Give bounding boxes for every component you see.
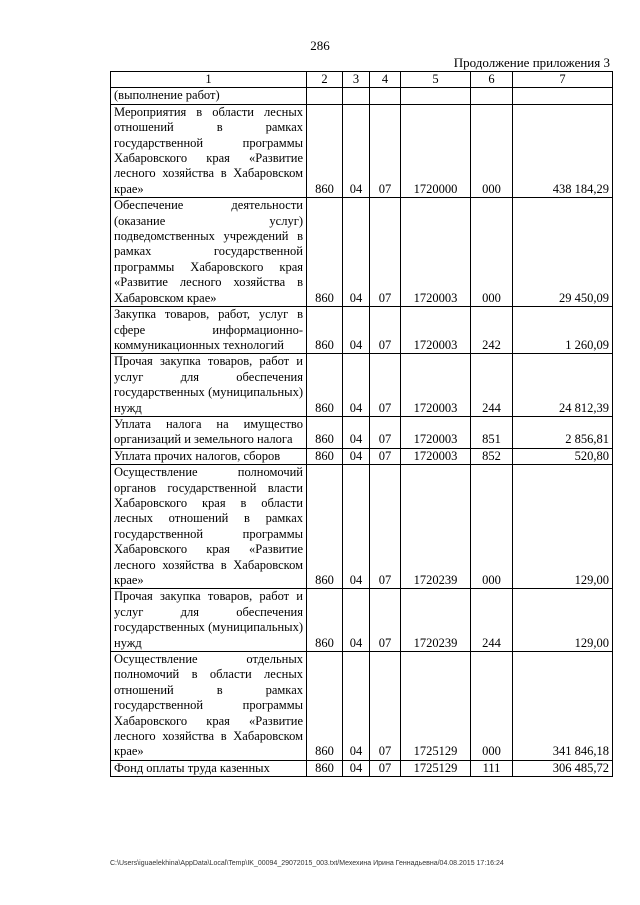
expense-type-cell: 852: [471, 448, 513, 464]
row-name-cell: Прочая закупка товаров, работ и услуг для обеспечения государственных (муниципальных) нужд: [111, 589, 307, 652]
header-col-5: 5: [401, 72, 471, 88]
amount-cell: 2 856,81: [513, 416, 613, 448]
expense-type-cell: [471, 88, 513, 104]
section-cell: [343, 88, 370, 104]
header-col-3: 3: [343, 72, 370, 88]
table-row: [111, 589, 613, 652]
code-admin-cell: 860: [307, 465, 343, 589]
table-row: [111, 448, 613, 464]
code-admin-cell: 860: [307, 198, 343, 307]
section-cell: 04: [343, 652, 370, 761]
code-admin-cell: [307, 88, 343, 104]
amount-cell: 438 184,29: [513, 104, 613, 197]
table-row: [111, 354, 613, 417]
code-admin-cell: 860: [307, 652, 343, 761]
target-article-cell: 1720239: [401, 465, 471, 589]
table-row: [111, 652, 613, 761]
target-article-cell: 1725129: [401, 652, 471, 761]
target-article-cell: [401, 88, 471, 104]
header-col-2: 2: [307, 72, 343, 88]
row-name-cell: Уплата налога на имущество организаций и земельного налога: [111, 416, 307, 448]
table-row: [111, 760, 613, 776]
expense-type-cell: 851: [471, 416, 513, 448]
code-admin-cell: 860: [307, 416, 343, 448]
subsection-cell: 07: [370, 760, 401, 776]
header-col-4: 4: [370, 72, 401, 88]
target-article-cell: 1720003: [401, 416, 471, 448]
budget-table: [110, 71, 613, 777]
section-cell: 04: [343, 760, 370, 776]
row-name-cell: Уплата прочих налогов, сборов: [111, 448, 307, 464]
amount-cell: [513, 88, 613, 104]
section-cell: 04: [343, 307, 370, 354]
code-admin-cell: 860: [307, 760, 343, 776]
amount-cell: 520,80: [513, 448, 613, 464]
amount-cell: 341 846,18: [513, 652, 613, 761]
amount-cell: 1 260,09: [513, 307, 613, 354]
expense-type-cell: 244: [471, 589, 513, 652]
row-name-cell: Осуществление отдельных полномочий в области лесных отношений в рамках государственной программы Хабаровского края «Развитие лесного хозяйства в Хабаровском крае»: [111, 652, 307, 761]
subsection-cell: 07: [370, 589, 401, 652]
code-admin-cell: 860: [307, 589, 343, 652]
row-name-cell: Фонд оплаты труда казенных: [111, 760, 307, 776]
table-row: [111, 198, 613, 307]
target-article-cell: 1720003: [401, 307, 471, 354]
section-cell: 04: [343, 104, 370, 197]
section-cell: 04: [343, 198, 370, 307]
subsection-cell: 07: [370, 354, 401, 417]
expense-type-cell: 000: [471, 104, 513, 197]
amount-cell: 129,00: [513, 465, 613, 589]
row-name-cell: (выполнение работ): [111, 88, 307, 104]
table-row: [111, 465, 613, 589]
subsection-cell: 07: [370, 198, 401, 307]
section-cell: 04: [343, 589, 370, 652]
amount-cell: 306 485,72: [513, 760, 613, 776]
section-cell: 04: [343, 448, 370, 464]
subsection-cell: [370, 88, 401, 104]
header-col-6: 6: [471, 72, 513, 88]
amount-cell: 29 450,09: [513, 198, 613, 307]
expense-type-cell: 000: [471, 198, 513, 307]
table-row: [111, 88, 613, 104]
table-row: [111, 416, 613, 448]
expense-type-cell: 000: [471, 652, 513, 761]
appendix-continuation-label: Продолжение приложения 3: [453, 55, 610, 70]
header-col-1: 1: [111, 72, 307, 88]
target-article-cell: 1720003: [401, 448, 471, 464]
subsection-cell: 07: [370, 307, 401, 354]
file-path-footer: C:\Users\iguaelekhina\AppData\Local\Temp\IK_00094_29072015_003.txt/Мехехина Ирина Геннадьевна/04.08.2015 17:16:24: [110, 860, 504, 867]
expense-type-cell: 242: [471, 307, 513, 354]
expense-type-cell: 111: [471, 760, 513, 776]
table-row: [111, 307, 613, 354]
subsection-cell: 07: [370, 104, 401, 197]
section-cell: 04: [343, 465, 370, 589]
amount-cell: 24 812,39: [513, 354, 613, 417]
amount-cell: 129,00: [513, 589, 613, 652]
subsection-cell: 07: [370, 416, 401, 448]
row-name-cell: Закупка товаров, работ, услуг в сфере информационно-коммуникационных технологий: [111, 307, 307, 354]
subsection-cell: 07: [370, 448, 401, 464]
section-cell: 04: [343, 416, 370, 448]
expense-type-cell: 000: [471, 465, 513, 589]
header-col-7: 7: [513, 72, 613, 88]
target-article-cell: 1720000: [401, 104, 471, 197]
target-article-cell: 1725129: [401, 760, 471, 776]
section-cell: 04: [343, 354, 370, 417]
table-header-row: [111, 72, 613, 88]
target-article-cell: 1720003: [401, 198, 471, 307]
code-admin-cell: 860: [307, 104, 343, 197]
code-admin-cell: 860: [307, 448, 343, 464]
page-number: 286: [310, 38, 330, 53]
row-name-cell: Прочая закупка товаров, работ и услуг для обеспечения государственных (муниципальных) нужд: [111, 354, 307, 417]
target-article-cell: 1720003: [401, 354, 471, 417]
subsection-cell: 07: [370, 465, 401, 589]
row-name-cell: Мероприятия в области лесных отношений в рамках государственной программы Хабаровского края «Развитие лесного хозяйства в Хабаровском крае»: [111, 104, 307, 197]
row-name-cell: Обеспечение деятельности (оказание услуг) подведомственных учреждений в рамках государственной программы Хабаровского края «Развитие лесного хозяйства в Хабаровском крае»: [111, 198, 307, 307]
code-admin-cell: 860: [307, 307, 343, 354]
row-name-cell: Осуществление полномочий органов государственной власти Хабаровского края в области лесных отношений в рамках государственной программы Хабаровского края «Развитие лесного хозяйства в Хабаровском крае»: [111, 465, 307, 589]
expense-type-cell: 244: [471, 354, 513, 417]
table-row: [111, 104, 613, 197]
target-article-cell: 1720239: [401, 589, 471, 652]
subsection-cell: 07: [370, 652, 401, 761]
code-admin-cell: 860: [307, 354, 343, 417]
